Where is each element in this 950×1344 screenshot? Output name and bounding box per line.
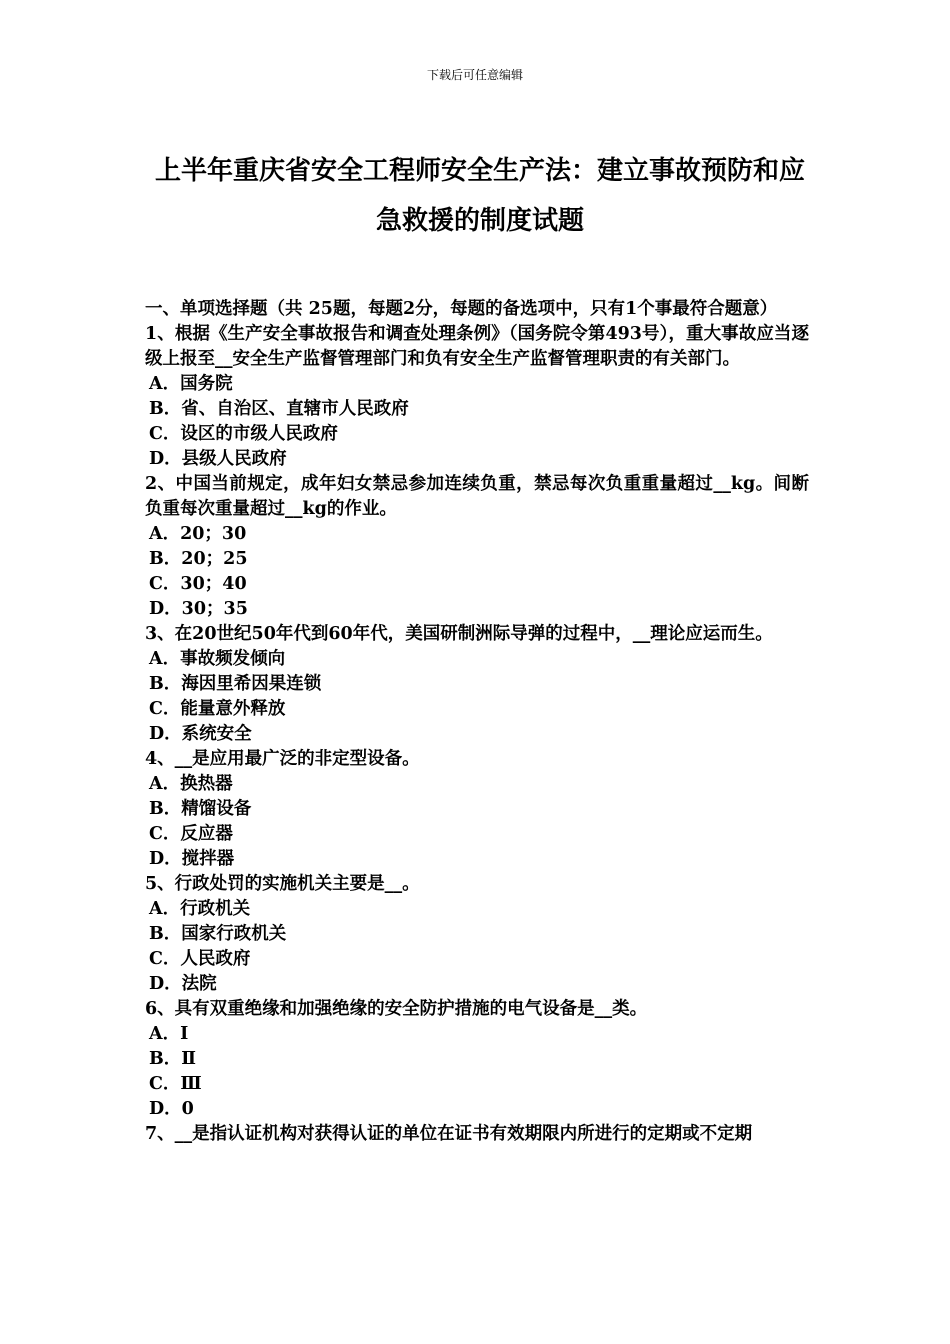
question-2 — [145, 472, 809, 622]
question-7 — [145, 1122, 809, 1147]
question-stem: 1、根据《生产安全事故报告和调查处理条例》（国务院令第493号），重大事故应当逐级上报至__安全生产监督管理部门和负有安全生产监督管理职责的有关部门。 — [145, 324, 809, 369]
option-a: A．行政机关 — [149, 899, 251, 919]
question-stem: 3、在20世纪50年代到60年代，美国研制洲际导弹的过程中，__理论应运而生。 — [145, 624, 773, 644]
option-c: C．设区的市级人民政府 — [149, 424, 338, 444]
option-d: D．30；35 — [149, 599, 248, 619]
option-d: D．县级人民政府 — [149, 449, 287, 469]
option-c: C．Ⅲ — [149, 1074, 202, 1094]
document-body — [145, 297, 809, 1147]
option-a: A．20；30 — [149, 524, 247, 544]
question-stem: 6、具有双重绝缘和加强绝缘的安全防护措施的电气设备是__类。 — [145, 999, 648, 1019]
question-stem: 2、中国当前规定，成年妇女禁忌参加连续负重，禁忌每次负重重量超过__kg。间断负重每次重量超过__kg的作业。 — [145, 474, 809, 519]
option-b: B．20；25 — [149, 549, 248, 569]
option-d: D．法院 — [149, 974, 217, 994]
option-a: A．事故频发倾向 — [149, 649, 286, 669]
section-heading: 一、单项选择题（共 25题，每题2分，每题的备选项中，只有1个事最符合题意） — [145, 299, 778, 319]
header-note: 下载后可任意编辑 — [426, 68, 523, 82]
option-a: A．国务院 — [149, 374, 233, 394]
option-b: B．Ⅱ — [149, 1049, 197, 1069]
option-d: D．搅拌器 — [149, 849, 235, 869]
question-1 — [145, 322, 809, 472]
question-5 — [145, 872, 809, 997]
question-3 — [145, 622, 809, 747]
option-d: D．系统安全 — [149, 724, 252, 744]
document-title: 上半年重庆省安全工程师安全生产法：建立事故预防和应急救援的制度试题 — [154, 156, 805, 236]
option-b: B．精馏设备 — [149, 799, 252, 819]
option-b: B．国家行政机关 — [149, 924, 287, 944]
option-b: B．海因里希因果连锁 — [149, 674, 322, 694]
option-c: C．能量意外释放 — [149, 699, 286, 719]
option-a: A．Ⅰ — [149, 1024, 189, 1044]
option-a: A．换热器 — [149, 774, 233, 794]
option-c: C．反应器 — [149, 824, 233, 844]
option-c: C．30；40 — [149, 574, 247, 594]
option-b: B．省、自治区、直辖市人民政府 — [149, 399, 409, 419]
question-stem: 4、__是应用最广泛的非定型设备。 — [145, 749, 420, 769]
option-d: D．0 — [149, 1099, 194, 1119]
question-4 — [145, 747, 809, 872]
question-stem: 5、行政处罚的实施机关主要是__。 — [145, 874, 420, 894]
question-stem: 7、__是指认证机构对获得认证的单位在证书有效期限内所进行的定期或不定期 — [145, 1124, 753, 1144]
option-c: C．人民政府 — [149, 949, 251, 969]
question-6 — [145, 997, 809, 1122]
